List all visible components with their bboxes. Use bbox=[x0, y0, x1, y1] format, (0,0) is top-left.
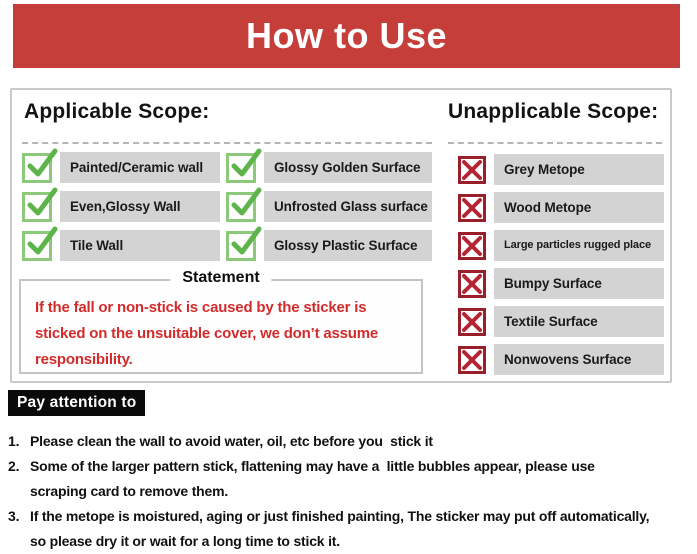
cross-icon bbox=[458, 346, 486, 374]
statement-body bbox=[21, 281, 421, 373]
check-icon bbox=[22, 192, 52, 222]
cross-icon bbox=[458, 156, 486, 184]
attention-item-text: Some of the larger pattern stick, flattening may have a little bubbles appear, please use bbox=[30, 458, 595, 474]
unapplicable-item bbox=[458, 344, 664, 375]
attention-list bbox=[8, 429, 697, 554]
statement-line: sticked on the unsuitable cover, we don’t assume bbox=[35, 325, 378, 342]
statement-box bbox=[19, 269, 423, 374]
cross-icon bbox=[458, 308, 486, 336]
check-icon bbox=[226, 231, 256, 261]
scope-label: Glossy Plastic Surface bbox=[264, 230, 432, 261]
attention-item-text: If the metope is moistured, aging or just finished painting, The sticker may put off automatically, bbox=[30, 508, 650, 524]
pay-attention-label: Pay attention to bbox=[8, 390, 145, 416]
scope-label: Wood Metope bbox=[494, 192, 664, 223]
applicable-item bbox=[226, 230, 432, 261]
attention-item-text: scraping card to remove them. bbox=[30, 483, 229, 499]
scope-label: Large particles rugged place bbox=[494, 230, 664, 261]
unapplicable-scope-heading: Unapplicable Scope: bbox=[448, 100, 659, 123]
statement-line: If the fall or non-stick is caused by the sticker is bbox=[35, 299, 367, 316]
attention-item bbox=[8, 454, 697, 504]
cross-icon bbox=[458, 270, 486, 298]
statement-line: responsibility. bbox=[35, 351, 133, 368]
scope-label: Bumpy Surface bbox=[494, 268, 664, 299]
scope-label: Glossy Golden Surface bbox=[264, 152, 432, 183]
unapplicable-item bbox=[458, 268, 664, 299]
attention-item-number: 1. bbox=[8, 433, 20, 449]
check-icon bbox=[226, 153, 256, 183]
attention-item bbox=[8, 429, 697, 454]
statement-title: Statement bbox=[170, 269, 271, 287]
unapplicable-item bbox=[458, 306, 664, 337]
applicable-item bbox=[226, 191, 432, 222]
cross-icon bbox=[458, 232, 486, 260]
scope-label: Painted/Ceramic wall bbox=[60, 152, 220, 183]
scope-label: Nonwovens Surface bbox=[494, 344, 664, 375]
scope-label: Grey Metope bbox=[494, 154, 664, 185]
applicable-item bbox=[22, 191, 220, 222]
attention-item-text: so please dry it or wait for a long time to stick it. bbox=[30, 533, 340, 549]
cross-icon bbox=[458, 194, 486, 222]
title-banner bbox=[13, 4, 680, 68]
attention-item-number: 3. bbox=[8, 508, 20, 524]
scope-label: Textile Surface bbox=[494, 306, 664, 337]
unapplicable-item bbox=[458, 154, 664, 185]
attention-item-number: 2. bbox=[8, 458, 20, 474]
check-icon bbox=[226, 192, 256, 222]
applicable-item bbox=[226, 152, 432, 183]
page-title: How to Use bbox=[245, 15, 447, 56]
unapplicable-item bbox=[458, 192, 664, 223]
scope-panel bbox=[10, 88, 672, 383]
check-icon bbox=[22, 153, 52, 183]
attention-item-text: Please clean the wall to avoid water, oil, etc before you stick it bbox=[30, 433, 433, 449]
applicable-item bbox=[22, 152, 220, 183]
applicable-item bbox=[22, 230, 220, 261]
scope-label: Tile Wall bbox=[60, 230, 220, 261]
unapplicable-item bbox=[458, 230, 664, 261]
scope-label: Even,Glossy Wall bbox=[60, 191, 220, 222]
attention-item bbox=[8, 504, 697, 554]
applicable-scope-heading: Applicable Scope: bbox=[24, 100, 210, 123]
divider-dashed-right bbox=[448, 142, 662, 144]
scope-label: Unfrosted Glass surface bbox=[264, 191, 432, 222]
check-icon bbox=[22, 231, 52, 261]
divider-dashed-left bbox=[22, 142, 432, 144]
